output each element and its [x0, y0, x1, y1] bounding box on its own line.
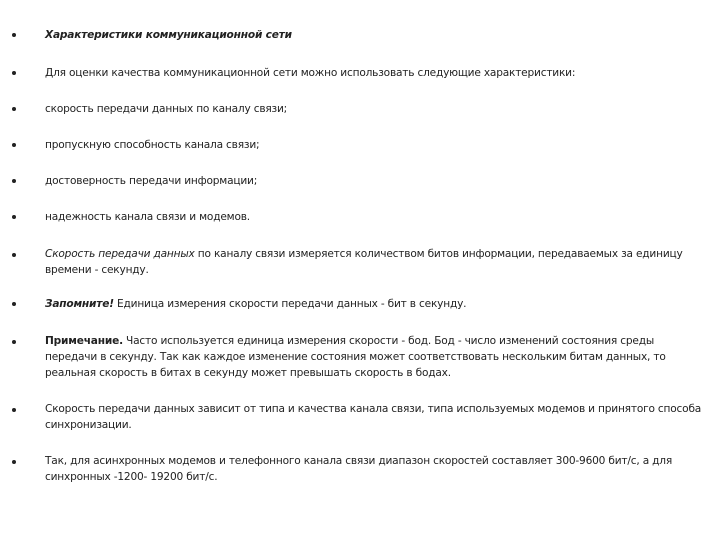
characteristic-dependability: надежность канала связи и модемов.	[45, 211, 250, 223]
bullet-icon	[12, 143, 16, 147]
note-label: Примечание.	[45, 335, 123, 347]
slide-title: Характеристики коммуникационной сети	[45, 29, 292, 41]
ranges-line-1: Так, для асинхронных модемов и телефонного канала связи диапазон скоростей составляет 300-9600 бит/с, а для	[45, 455, 673, 467]
definition-line-1	[45, 246, 720, 262]
note-line-3: реальная скорость в битах в секунду может превышать скорость в бодах.	[45, 367, 451, 379]
remember-label: Запомните!	[45, 298, 114, 310]
bullet-icon	[12, 253, 16, 257]
definition-text: по каналу связи измеряется количеством битов информации, передаваемых за единицу	[194, 248, 683, 260]
remember-line	[45, 296, 720, 312]
characteristic-speed: скорость передачи данных по каналу связи;	[45, 103, 288, 115]
bullet-icon	[12, 460, 16, 464]
definition-line-2: времени - секунду.	[45, 264, 149, 276]
bullet-icon	[12, 215, 16, 219]
bullet-icon	[12, 340, 16, 344]
bullet-icon	[12, 107, 16, 111]
bullet-icon	[12, 408, 16, 412]
definition-term: Скорость передачи данных	[45, 248, 195, 260]
dependency-line-1: Скорость передачи данных зависит от типа и качества канала связи, типа используемых модемов и принятого способа	[45, 403, 702, 415]
intro-text: Для оценки качества коммуникационной сети можно использовать следующие характеристики:	[45, 67, 576, 79]
characteristic-bandwidth: пропускную способность канала связи;	[45, 139, 260, 151]
bullet-icon	[12, 302, 16, 306]
characteristic-reliability: достоверность передачи информации;	[45, 175, 258, 187]
note-text: Часто используется единица измерения скорости - бод. Бод - число изменений состояния среды	[122, 335, 655, 347]
dependency-line-2: синхронизации.	[45, 419, 132, 431]
ranges-line-2: синхронных -1200- 19200 бит/с.	[45, 471, 218, 483]
bullet-icon	[12, 179, 16, 183]
bullet-icon	[12, 33, 16, 37]
note-line-1	[45, 333, 720, 349]
note-line-2: передачи в секунду. Так как каждое изменение состояния может соответствовать нескольким битам данных, то	[45, 351, 666, 363]
remember-text: Единица измерения скорости передачи данных - бит в секунду.	[113, 298, 467, 310]
bullet-icon	[12, 71, 16, 75]
